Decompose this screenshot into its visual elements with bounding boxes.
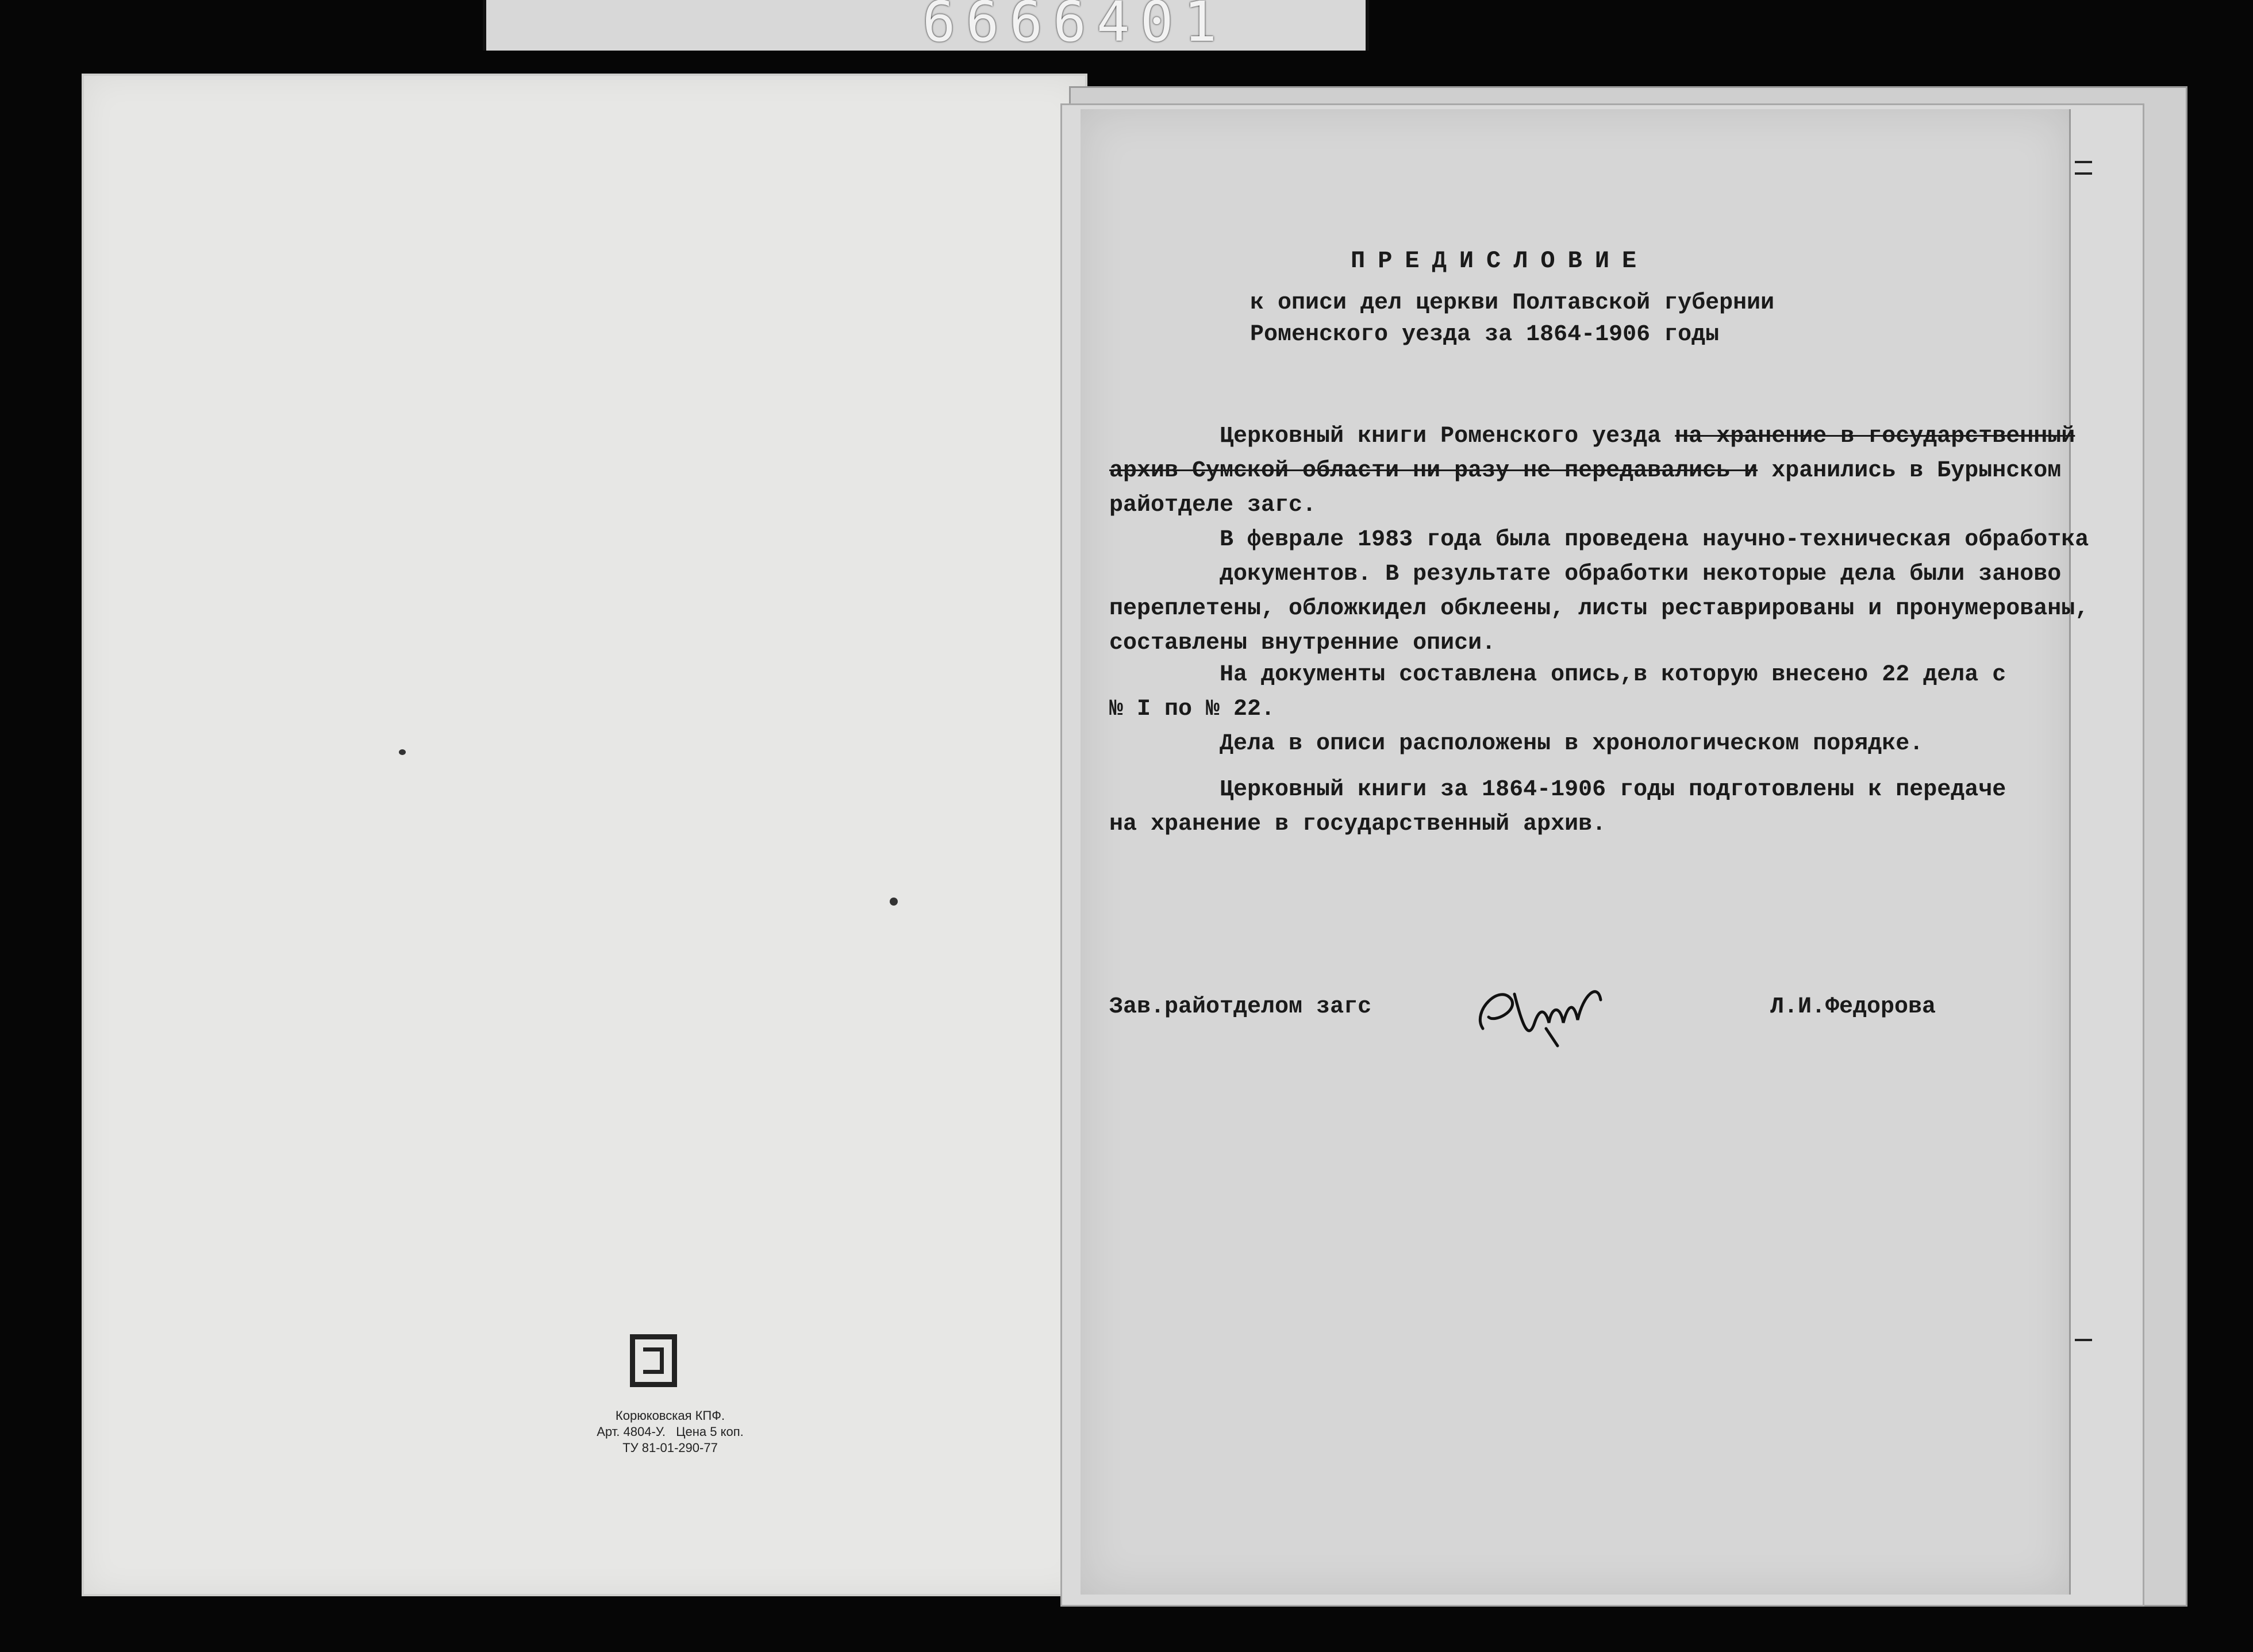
film-frame-number: 6666401 xyxy=(922,0,1228,54)
imprint-line: ТУ 81-01-290-77 xyxy=(622,1441,718,1455)
signatory-name: Л.И.Федорова xyxy=(1770,994,1936,1020)
imprint-line: Арт. 4804-У. Цена 5 коп. xyxy=(597,1424,744,1439)
paragraph-2: В феврале 1983 года была проведена научно-техническая обработка документов. В результате обработки некоторые дела были заново переплетены, обложкидел обклеены, листы реставрированы и пронумерованы, составлены внутренние описи. xyxy=(1109,527,2089,656)
paragraph-3: На документы составлена опись,в которую внесено 22 дела с № I по № 22. xyxy=(1109,662,2006,722)
paragraph-1 xyxy=(1109,419,2075,523)
left-page xyxy=(82,74,1087,1596)
paragraph-4: Дела в описи расположены в хронологическом порядке. xyxy=(1109,731,1924,757)
document-subtitle: Роменского уезда за 1864-1906 годы xyxy=(1250,322,1720,348)
handwritten-signature xyxy=(1460,960,1632,1052)
struck-text: архив Сумской области ни разу не передавались и xyxy=(1109,458,1758,484)
right-page xyxy=(1081,109,2089,1595)
edge-tick xyxy=(2075,161,2092,163)
document-subtitle: к описи дел церкви Полтавской губернии xyxy=(1250,290,1775,316)
typed-document xyxy=(1081,109,2089,1595)
paragraph-text: хранились в Бурынском xyxy=(1758,458,2062,484)
struck-text: на хранение в государственный xyxy=(1675,423,2075,449)
page-edge-marks xyxy=(2069,161,2092,1540)
document-title: ПРЕДИСЛОВИЕ xyxy=(1351,247,1650,275)
edge-tick xyxy=(2075,172,2092,175)
paragraph-text: Церковный книги Роменского уезда xyxy=(1109,423,1675,449)
printer-imprint xyxy=(532,1408,808,1456)
paragraph-text: райотделе загс. xyxy=(1109,492,1317,518)
paper-speck xyxy=(890,898,898,906)
publisher-logo-icon xyxy=(630,1334,677,1387)
edge-tick xyxy=(2075,1339,2092,1341)
paper-speck xyxy=(399,749,406,755)
signature-role: Зав.райотделом загс xyxy=(1109,994,1372,1020)
paragraph-5: Церковный книги за 1864-1906 годы подготовлены к передаче на хранение в государственный архив. xyxy=(1109,777,2006,837)
imprint-line: Корюковская КПФ. xyxy=(615,1408,725,1423)
